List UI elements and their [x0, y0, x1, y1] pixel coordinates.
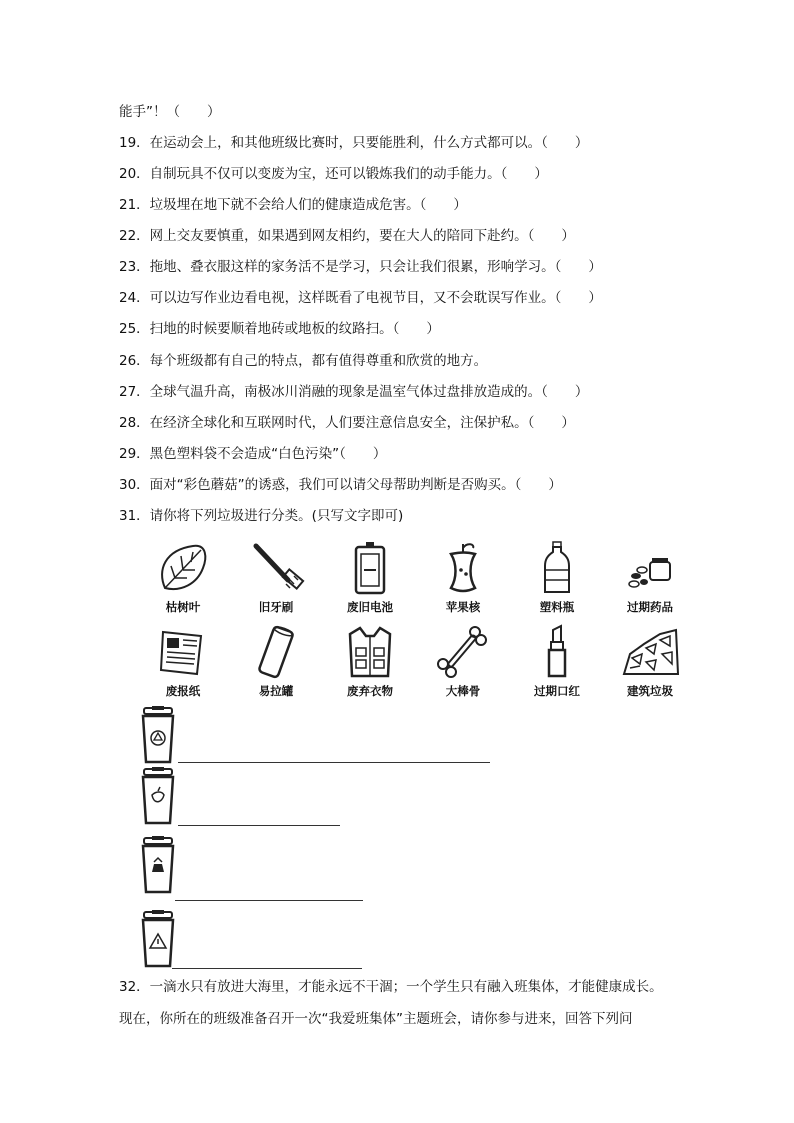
item-label: 废弃衣物	[347, 684, 393, 698]
item-discarded-clothes	[325, 624, 415, 699]
question-23: 23．拖地、叠衣服这样的家务活不是学习，只会让我们很累，形响学习。（ ）	[119, 259, 602, 275]
recycle-bin-icon	[138, 706, 178, 764]
item-label: 旧牙刷	[258, 600, 294, 614]
hazardous-answer-line[interactable]	[172, 968, 362, 969]
item-soda-can	[231, 624, 321, 699]
other-waste-answer-line[interactable]	[175, 900, 363, 901]
item-label: 苹果核	[445, 600, 481, 614]
item-expired-medicine	[605, 540, 695, 615]
leaf-icon	[153, 540, 213, 596]
other-waste-bin-icon	[138, 836, 178, 894]
question-22: 22．网上交友要慎重，如果遇到网友相约，要在大人的陪同下赴约。（ ）	[119, 228, 575, 244]
item-label: 废旧电池	[347, 600, 393, 614]
question-25: 25．扫地的时候要顺着地砖或地板的纹路扫。（ ）	[119, 321, 440, 337]
bone-icon	[433, 624, 493, 680]
kitchen-waste-bin-icon	[138, 767, 178, 825]
item-label: 过期药品	[627, 600, 673, 614]
recyclable-answer-line[interactable]	[178, 762, 490, 763]
item-used-battery	[325, 540, 415, 615]
battery-icon	[340, 540, 400, 596]
item-big-bone	[418, 624, 508, 699]
item-old-newspaper	[138, 624, 228, 699]
question-21: 21．垃圾埋在地下就不会给人们的健康造成危害。（ ）	[119, 197, 467, 213]
question-26: 26．每个班级都有自己的特点，都有值得尊重和欣赏的地方。	[119, 353, 488, 369]
item-plastic-bottle	[512, 540, 602, 615]
question-18-tail: 能手”！（ ）	[119, 104, 221, 120]
item-label: 过期口红	[534, 684, 580, 698]
vest-icon	[340, 624, 400, 680]
medicine-icon	[620, 540, 680, 596]
item-label: 废报纸	[165, 684, 201, 698]
question-32: 32．一滴水只有放进大海里，才能永远不干涸；一个学生只有融入班集体，才能健康成长。	[119, 979, 663, 995]
can-icon	[246, 624, 306, 680]
item-label: 塑料瓶	[539, 600, 575, 614]
item-label: 大棒骨	[445, 684, 481, 698]
item-expired-lipstick	[512, 624, 602, 699]
question-27: 27．全球气温升高，南极冰川消融的现象是温室气体过盘排放造成的。（ ）	[119, 384, 589, 400]
toothbrush-icon	[246, 540, 306, 596]
newspaper-icon	[153, 624, 213, 680]
plastic-bottle-icon	[527, 540, 587, 596]
question-28: 28．在经济全球化和互联网时代，人们要注意信息安全，注保护私。（ ）	[119, 415, 575, 431]
item-label: 枯树叶	[165, 600, 201, 614]
item-old-toothbrush	[231, 540, 321, 615]
apple-core-icon	[433, 540, 493, 596]
kitchen-waste-answer-line[interactable]	[178, 825, 340, 826]
rubble-icon	[620, 624, 680, 680]
hazardous-bin-icon	[138, 910, 178, 968]
question-19: 19．在运动会上，和其他班级比赛时，只要能胜利，什么方式都可以。（ ）	[119, 135, 589, 151]
lipstick-icon	[527, 624, 587, 680]
question-32-continued: 现在，你所在的班级准备召开一次“我爱班集体”主题班会，请你参与进来，回答下列问	[119, 1011, 633, 1027]
item-apple-core	[418, 540, 508, 615]
item-label: 建筑垃圾	[627, 684, 673, 698]
question-20: 20．自制玩具不仅可以变废为宝，还可以锻炼我们的动手能力。（ ）	[119, 166, 548, 182]
question-31: 31．请你将下列垃圾进行分类。(只写文字即可)	[119, 508, 404, 524]
question-30: 30．面对“彩色蘑菇”的诱惑，我们可以请父母帮助判断是否购买。（ ）	[119, 477, 562, 493]
item-label: 易拉罐	[258, 684, 294, 698]
item-dead-leaf	[138, 540, 228, 615]
question-24: 24．可以边写作业边看电视，这样既看了电视节目，又不会耽误写作业。（ ）	[119, 290, 602, 306]
question-29: 29．黑色塑料袋不会造成“白色污染”（ ）	[119, 446, 387, 462]
item-construction-waste	[605, 624, 695, 699]
